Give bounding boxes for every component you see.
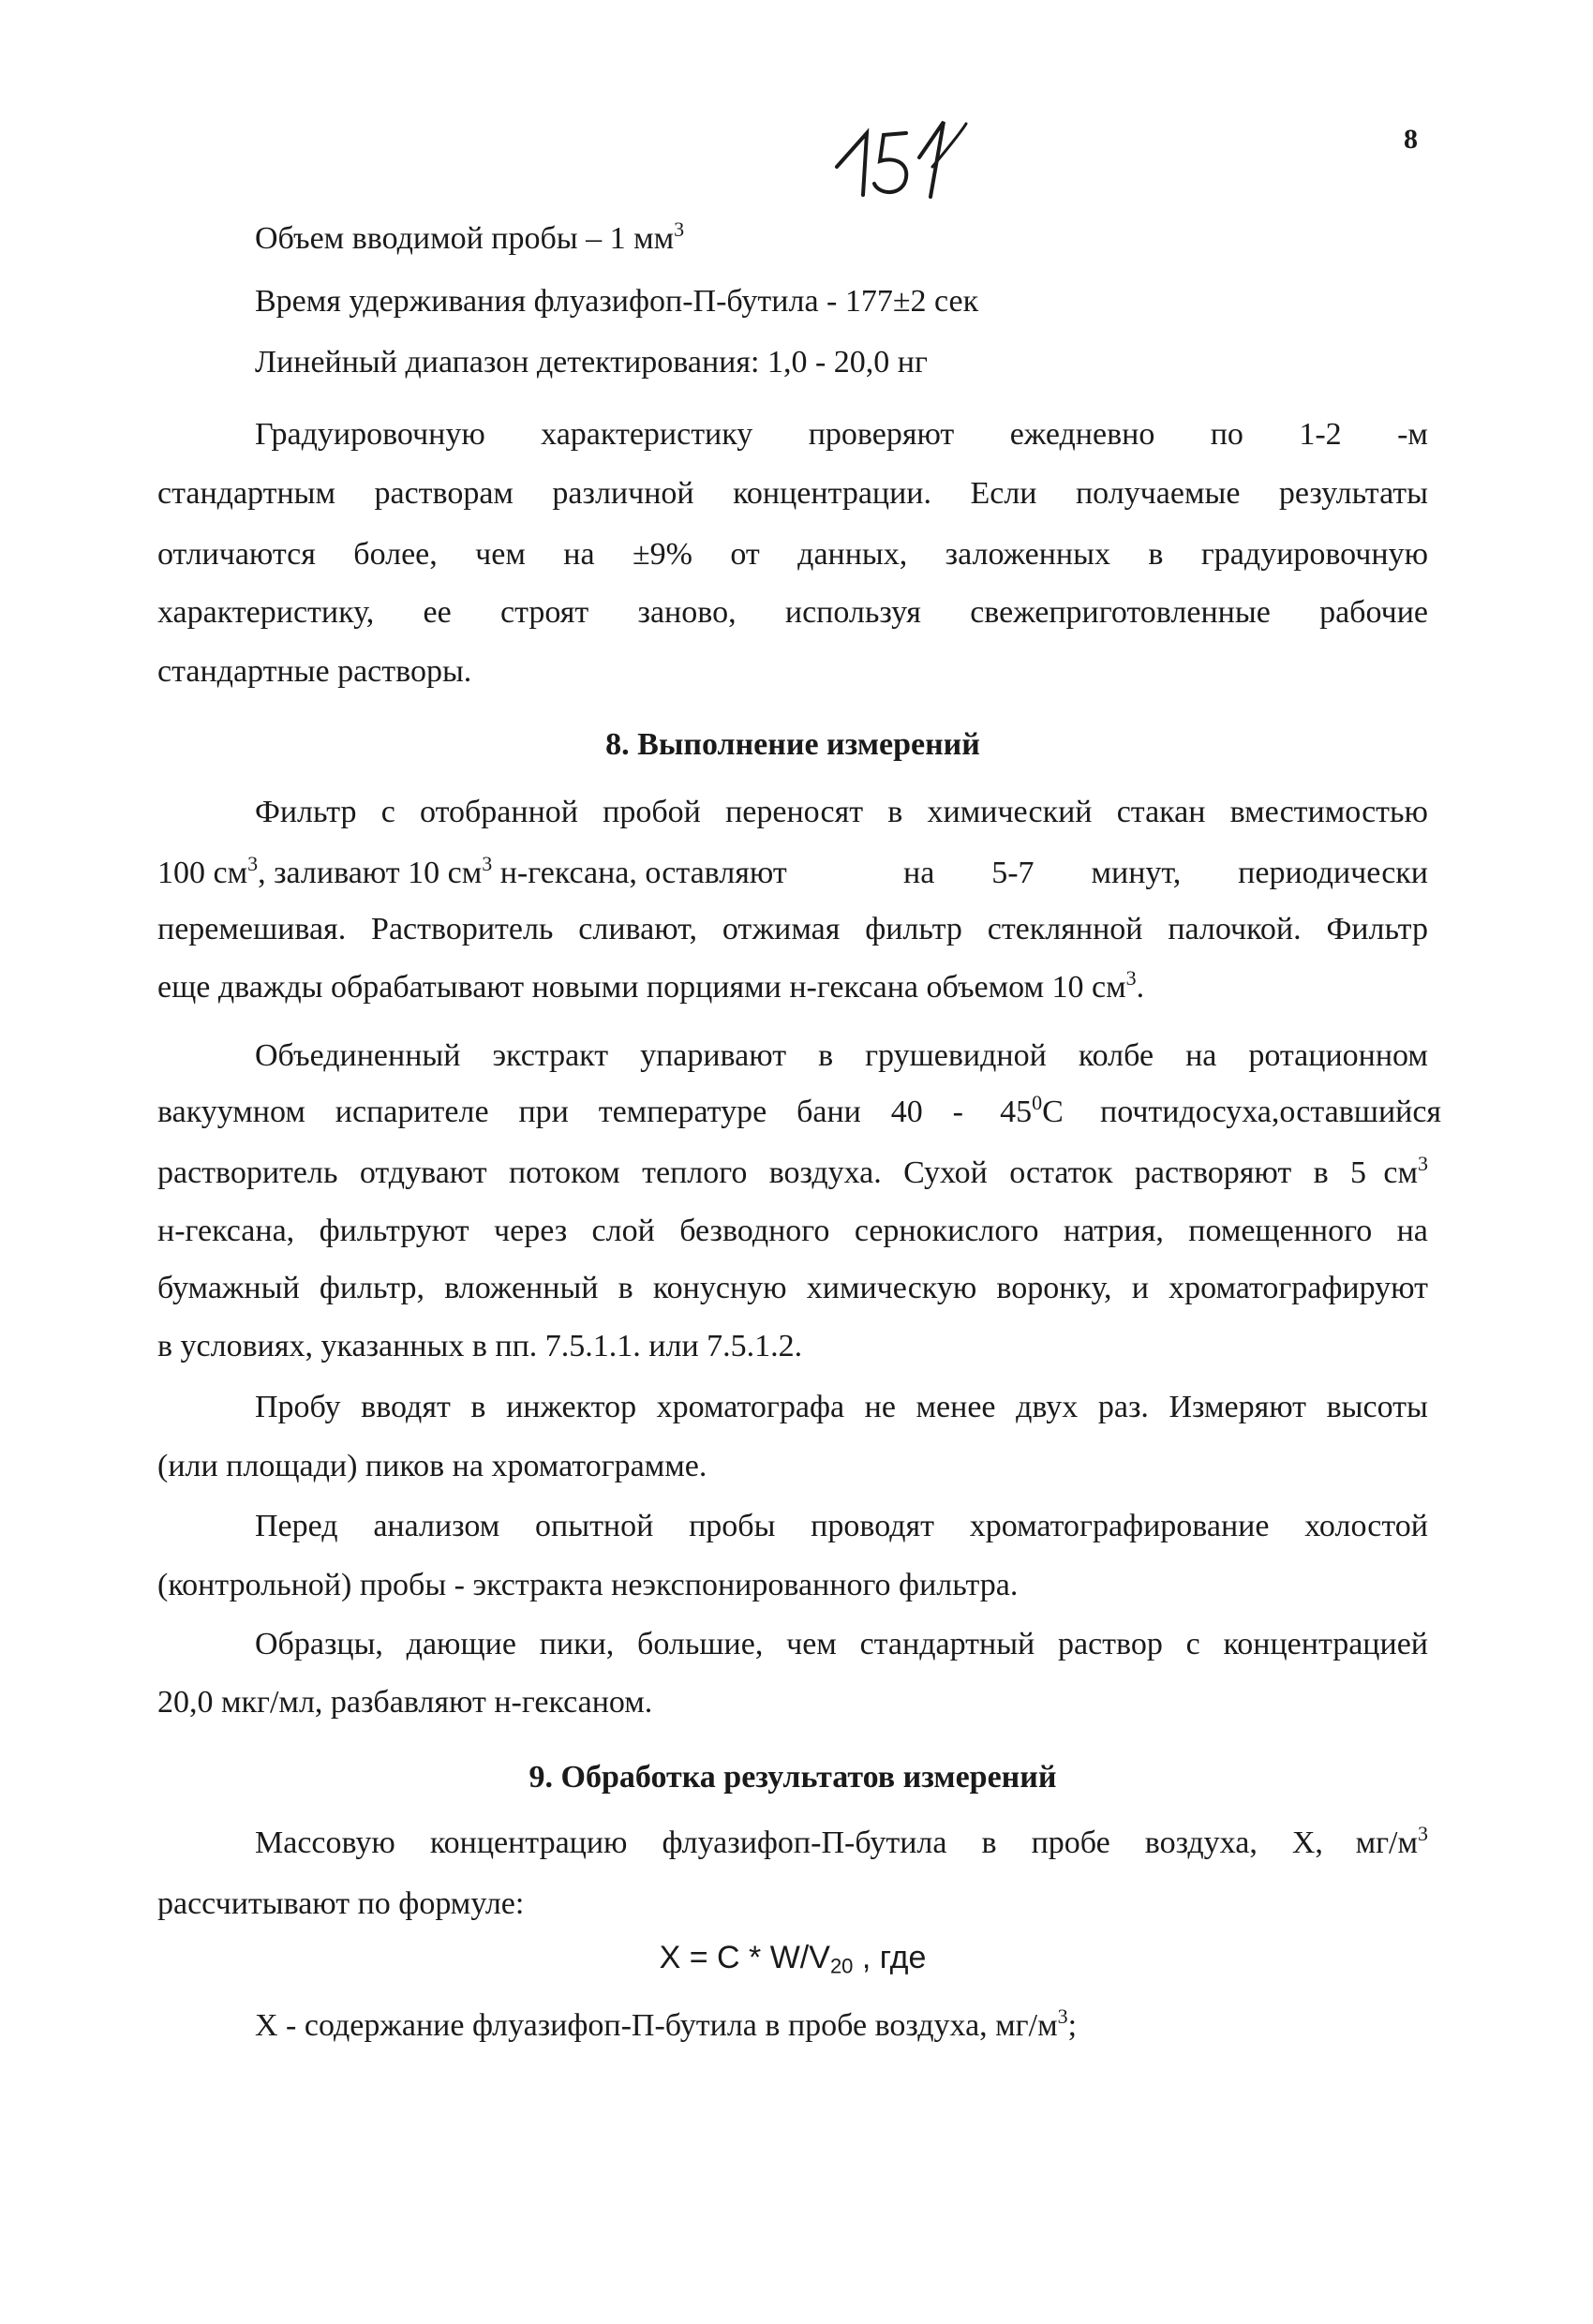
word: н-гексана, (157, 1214, 295, 1248)
s9-p1-line-1: Массовую концентрацию флуазифоп-П-бутила в пробе воздуха, Х, $мг/м^3$ (255, 1821, 1428, 1860)
word: воздуха. (768, 1155, 882, 1190)
s8-p5-line-2: 20,0 мкг/мл, разбавляют н-гексаном. (157, 1685, 653, 1720)
word: Пробу (255, 1390, 341, 1424)
word: пробе (1031, 1825, 1110, 1860)
word: остаток (1009, 1155, 1113, 1190)
word: фильтруют (319, 1214, 469, 1248)
word: строят (500, 595, 589, 630)
word: ротационном (1248, 1038, 1428, 1073)
definition-x: Х - содержание флуазифоп-П-бутила в пробе воздуха, $мг/м^3$; (255, 2004, 1078, 2043)
word: с (380, 795, 395, 829)
word: стандартным (157, 476, 336, 511)
calibration-paragraph-line-3 (157, 539, 1428, 571)
word: почти (1100, 1095, 1180, 1129)
word: вложенный (444, 1271, 599, 1305)
word: при (518, 1095, 569, 1129)
section-8-heading: 8. Выполнение измерений (605, 727, 980, 762)
calibration-paragraph-line-1 (255, 419, 1428, 451)
word: досуха, (1179, 1095, 1280, 1129)
word: потоком (508, 1155, 620, 1190)
word: бумажный (157, 1271, 300, 1305)
word: на (1396, 1214, 1428, 1248)
s8-p4-line-2: (контрольной) пробы - экстракта неэкспонированного фильтра. (157, 1568, 1019, 1602)
word: растворитель (157, 1155, 338, 1190)
word: теплого (642, 1155, 748, 1190)
word: стакан (1116, 795, 1206, 829)
s8-p4-line-1 (255, 1511, 1428, 1542)
word: в (981, 1825, 997, 1860)
word: различной (552, 476, 694, 511)
word: холостой (1304, 1509, 1428, 1543)
concentration-formula: $Х = С * W/V_{20}$ , где (659, 1940, 927, 1978)
word: по (1210, 417, 1243, 452)
word: градуировочную (1200, 537, 1428, 572)
word: растворяют (1134, 1155, 1292, 1190)
word: перемешивая. (157, 912, 347, 946)
word: химический (927, 795, 1093, 829)
word: вместимостью (1229, 795, 1428, 829)
word: концентрацией (1223, 1627, 1428, 1661)
word: в (818, 1038, 834, 1073)
word: Массовую (255, 1825, 395, 1860)
word: с (1185, 1627, 1200, 1661)
page-number: 8 (1404, 124, 1418, 155)
calibration-paragraph-line-5: стандартные растворы. (157, 654, 472, 689)
word: Фильтр (1326, 912, 1428, 946)
word: Перед (255, 1509, 338, 1543)
word: инжектор (506, 1390, 637, 1424)
word: сернокислого (854, 1214, 1039, 1248)
word: раствор (1058, 1627, 1163, 1661)
word: бани (796, 1095, 861, 1129)
word: чем (786, 1627, 837, 1661)
word: Измеряют (1169, 1390, 1307, 1424)
linear-range-line: Линейный диапазон детектирования: 1,0 - 20,0 нг (255, 345, 928, 380)
word: палочкой. (1168, 912, 1302, 946)
word: отдувают (359, 1155, 487, 1190)
word: конусную (652, 1271, 787, 1305)
word: 5-7 (991, 856, 1035, 890)
word: на (563, 537, 595, 572)
word: пробы (689, 1509, 776, 1543)
word: колбе (1078, 1038, 1154, 1073)
word: проводят (811, 1509, 935, 1543)
word: результаты (1278, 476, 1428, 511)
word: Фильтр (255, 795, 357, 829)
word: менее (916, 1390, 996, 1424)
word: минут, (1091, 856, 1182, 890)
word: испарителе (335, 1095, 489, 1129)
word: анализом (373, 1509, 500, 1543)
word: натрия, (1063, 1214, 1164, 1248)
word: растворам (374, 476, 514, 511)
word: флуазифоп-П-бутила (662, 1825, 947, 1860)
word: 1-2 (1299, 417, 1342, 452)
retention-time-line: Время удерживания флуазифоп-П-бутила - 177±2 сек (255, 284, 979, 319)
section-9-heading: 9. Обработка результатов измерений (529, 1760, 1057, 1795)
s8-p2-line-2: вакуумном испарителе при температуре бани 40 - $45^0С$ почти досуха, оставшийся (157, 1090, 1442, 1129)
word: Растворитель (371, 912, 554, 946)
s8-p2-line-1 (255, 1040, 1428, 1072)
word: ее (423, 595, 452, 630)
word: и (1131, 1271, 1149, 1305)
word: в (618, 1271, 633, 1305)
word: стеклянной (987, 912, 1143, 946)
word: Х, (1291, 1825, 1323, 1860)
word: в (1148, 537, 1164, 572)
word: переносят (725, 795, 864, 829)
s9-p1-line-2: рассчитывают по формуле: (157, 1886, 525, 1921)
word: вакуумном (157, 1095, 305, 1129)
s8-p1-line-1 (255, 797, 1428, 828)
word: 5 (1349, 1155, 1366, 1190)
word: раз. (1097, 1390, 1149, 1424)
word: свежеприготовленные (970, 595, 1271, 630)
word: фильтр (865, 912, 962, 946)
word: характеристику, (157, 595, 375, 630)
word: стандартный (859, 1627, 1035, 1661)
word: воздуха, (1144, 1825, 1258, 1860)
word: концентрации. (733, 476, 931, 511)
word: высоты (1326, 1390, 1428, 1424)
calibration-paragraph-line-4 (157, 597, 1428, 629)
word: не (864, 1390, 896, 1424)
word: упаривают (640, 1038, 787, 1073)
word: ежедневно (1009, 417, 1155, 452)
word: опытной (535, 1509, 654, 1543)
s8-p3-line-2: (или площади) пиков на хроматограмме. (157, 1449, 707, 1483)
word: отжимая (722, 912, 841, 946)
word: чем (475, 537, 526, 572)
word: Образцы, (255, 1627, 383, 1661)
word: химическую (806, 1271, 977, 1305)
word: заново, (637, 595, 737, 630)
word: дающие (406, 1627, 516, 1661)
word: вводят (361, 1390, 451, 1424)
word: двух (1016, 1390, 1079, 1424)
word: в (1313, 1155, 1329, 1190)
word: - (952, 1095, 963, 1129)
s8-p2-line-3: растворитель отдувают потоком теплого воздуха. Сухой остаток растворяют в 5 $см^3$ (157, 1151, 1428, 1190)
s8-p1-line-4: еще дважды обрабатывают новыми порциями н-гексана объемом 10 $см^3$. (157, 965, 1145, 1005)
word: ±9% (632, 537, 692, 572)
word: хроматографируют (1169, 1271, 1428, 1305)
word: в (887, 795, 903, 829)
word: фильтр, (319, 1271, 425, 1305)
handwritten-page-mark (829, 112, 970, 201)
word: на (903, 856, 935, 890)
s8-p2-line-5 (157, 1273, 1428, 1304)
s8-p2-line-4 (157, 1215, 1428, 1247)
injected-volume-line: Объем вводимой пробы – 1 $мм^3$ (255, 216, 685, 256)
word: концентрацию (429, 1825, 628, 1860)
word: периодически (1238, 856, 1428, 890)
word: данных, (797, 537, 908, 572)
word: используя (784, 595, 921, 630)
word: хроматографирование (969, 1509, 1270, 1543)
word: Сухой (903, 1155, 988, 1190)
s8-p2-line-6: в условиях, указанных в пп. 7.5.1.1. или 7.5.1.2. (157, 1329, 803, 1363)
word: получаемые (1075, 476, 1241, 511)
calibration-paragraph-line-2 (157, 478, 1428, 510)
word: от (730, 537, 760, 572)
word: большие, (637, 1627, 764, 1661)
word: слой (591, 1214, 655, 1248)
s8-p1-line-2: 100 $см^3$, заливают 10 $см^3$ н-гексана, оставляют на 5-7 минут, периодически (157, 851, 1428, 890)
word: проверяют (808, 417, 955, 452)
word: 40 (890, 1095, 923, 1129)
word: пробой (603, 795, 701, 829)
word: пики, (539, 1627, 615, 1661)
word: отобранной (420, 795, 578, 829)
word: помещенного (1188, 1214, 1373, 1248)
word: Объединенный (255, 1038, 461, 1073)
word: отличаются (157, 537, 316, 572)
word: оставшийся (1279, 1095, 1442, 1129)
word: воронку, (996, 1271, 1112, 1305)
word: рабочие (1319, 595, 1428, 630)
word: в (470, 1390, 486, 1424)
word: сливают, (578, 912, 697, 946)
s8-p5-line-1 (255, 1629, 1428, 1661)
word: грушевидной (865, 1038, 1047, 1073)
word: безводного (679, 1214, 830, 1248)
word: температуре (598, 1095, 767, 1129)
word: -м (1397, 417, 1428, 452)
word: Если (970, 476, 1037, 511)
word: через (494, 1214, 568, 1248)
word: хроматографа (656, 1390, 845, 1424)
word: Градуировочную (255, 417, 485, 452)
word: на (1185, 1038, 1217, 1073)
word: заложенных (945, 537, 1110, 572)
word: более, (353, 537, 438, 572)
s8-p3-line-1 (255, 1392, 1428, 1423)
s8-p1-line-3 (157, 914, 1428, 946)
word: экстракт (492, 1038, 609, 1073)
word: характеристику (541, 417, 753, 452)
